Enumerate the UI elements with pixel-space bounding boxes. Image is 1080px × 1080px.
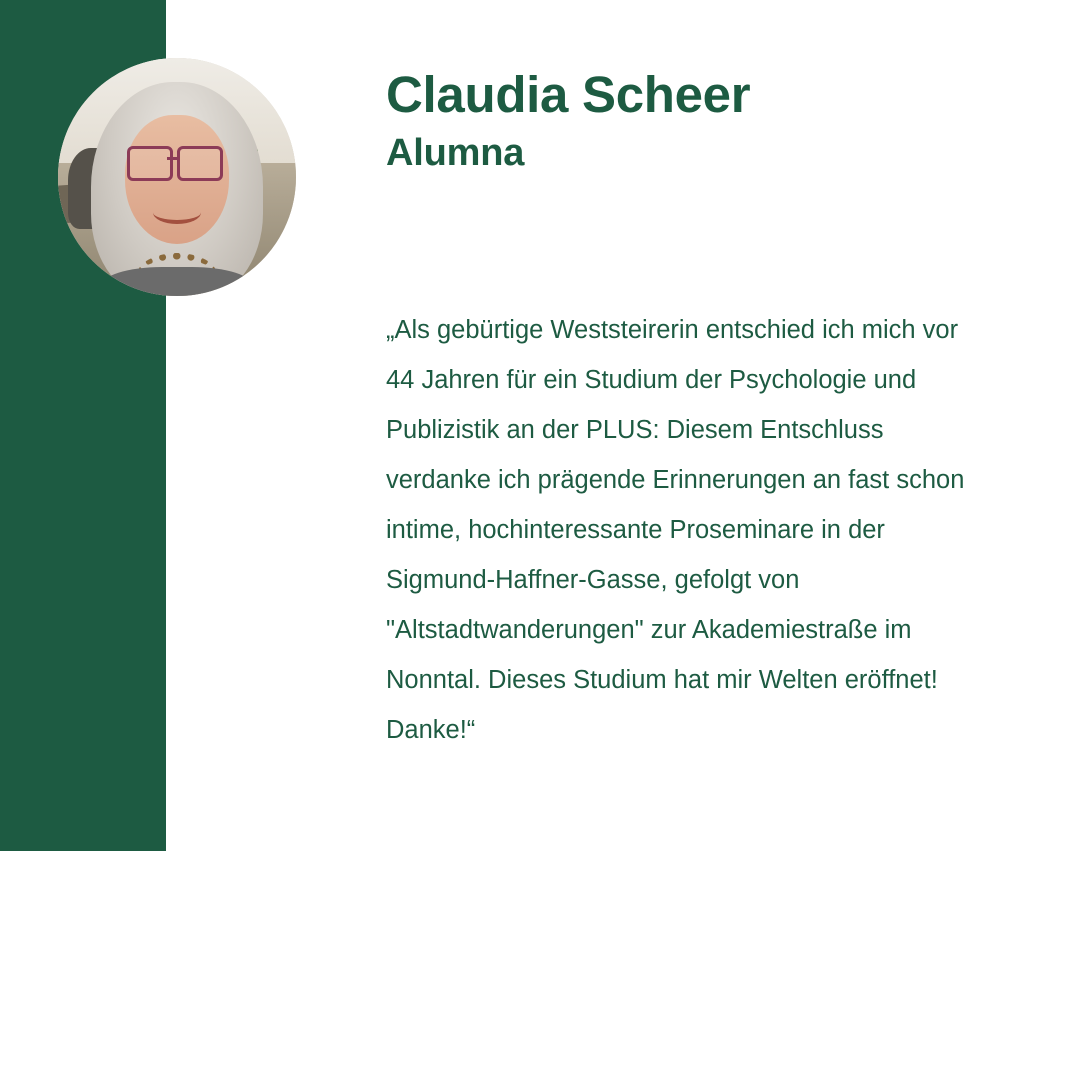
glasses-bridge-icon xyxy=(167,157,178,160)
photo-smile xyxy=(153,201,201,224)
avatar xyxy=(58,58,296,296)
person-name: Claudia Scheer xyxy=(386,66,751,123)
glasses-left-lens-icon xyxy=(127,146,173,181)
person-role: Alumna xyxy=(386,132,525,174)
glasses-right-lens-icon xyxy=(177,146,223,181)
content-column xyxy=(386,0,1006,1080)
photo-shirt xyxy=(101,267,253,296)
testimonial-quote: „Als gebürtige Weststeirerin entschied ich mich vor 44 Jahren für ein Studium der Psychologie und Publizistik an der PLUS: Diesem Entschluss verdanke ich prägende Erinnerungen an fast schon intime, hochinteressante Proseminare in der Sigmund-Haffner-Gasse, gefolgt von "Altstadtwanderungen" zur Akademiestraße im Nonntal. Dieses Studium hat mir Welten eröffnet! Danke!“ xyxy=(386,316,972,744)
